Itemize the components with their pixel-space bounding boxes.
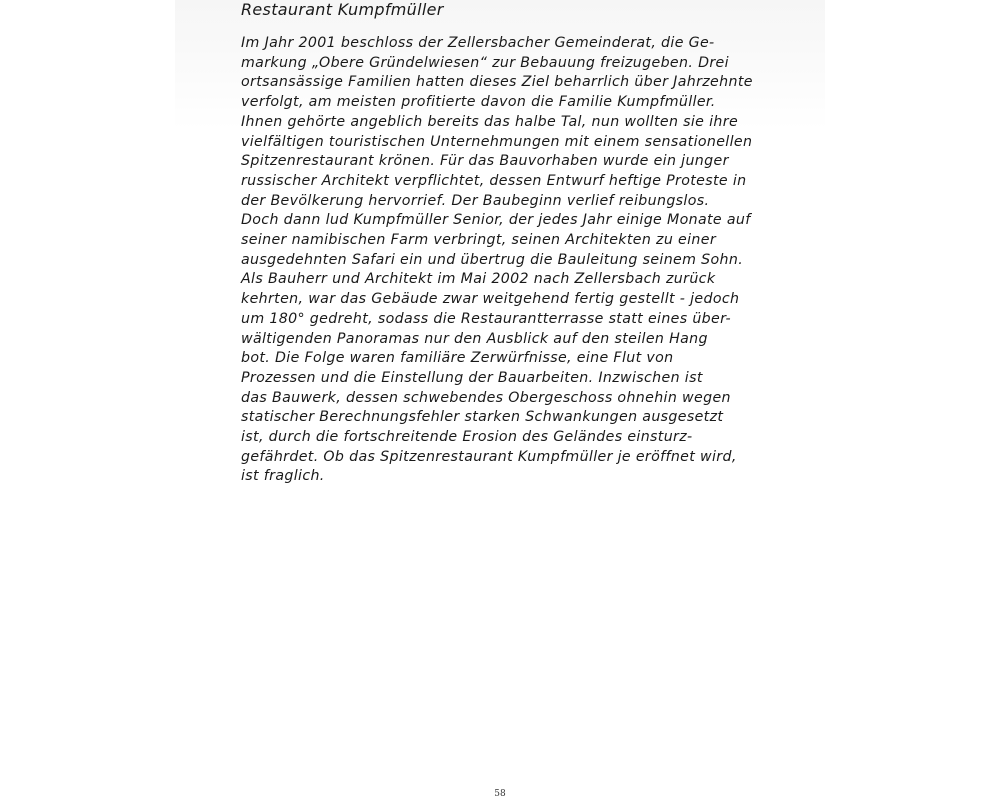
body-line: ist fraglich. [241,468,325,485]
body-line: der Bevölkerung hervorrief. Der Baubeginn verlief reibungslos. [241,192,710,209]
body-line: Prozessen und die Einstellung der Bauarbeiten. Inzwischen ist [241,369,703,386]
body-line: kehrten, war das Gebäude zwar weitgehend fertig gestellt - jedoch [241,291,740,308]
body-line: Doch dann lud Kumpfmüller Senior, der jedes Jahr einige Monate auf [241,212,751,229]
body-line: markung „Obere Gründelwiesen“ zur Bebauung freizugeben. Drei [241,54,729,71]
page-number: 58 [494,789,506,799]
body-line: um 180° gedreht, sodass die Restaurantterrasse statt eines über- [241,310,731,327]
body-line: ist, durch die fortschreitende Erosion des Geländes einsturz- [241,429,693,446]
body-line: ausgedehnten Safari ein und übertrug die Bauleitung seinem Sohn. [241,251,744,268]
body-line: statischer Berechnungsfehler starken Schwankungen ausgesetzt [241,409,724,426]
body-line: russischer Architekt verpflichtet, dessen Entwurf heftige Proteste in [241,172,747,189]
body-line: verfolgt, am meisten profitierte davon die Familie Kumpfmüller. [241,94,716,111]
body-line: gefährdet. Ob das Spitzenrestaurant Kumpfmüller je eröffnet wird, [241,448,737,465]
body-line: bot. Die Folge waren familiäre Zerwürfnisse, eine Flut von [241,350,674,367]
article-body [241,34,781,487]
article [241,0,781,487]
article-title: Restaurant Kumpfmüller [241,0,444,19]
body-line: Spitzenrestaurant krönen. Für das Bauvorhaben wurde ein junger [241,153,729,170]
body-line: vielfältigen touristischen Unternehmungen mit einem sensationellen [241,133,753,150]
body-line: wältigenden Panoramas nur den Ausblick auf den steilen Hang [241,330,708,347]
body-line: Im Jahr 2001 beschloss der Zellersbacher Gemeinderat, die Ge- [241,35,715,51]
body-line: Ihnen gehörte angeblich bereits das halbe Tal, nun wollten sie ihre [241,113,739,130]
body-line: Als Bauherr und Architekt im Mai 2002 nach Zellersbach zurück [241,271,716,288]
body-line: ortsansässige Familien hatten dieses Ziel beharrlich über Jahrzehnte [241,74,753,91]
body-line: das Bauwerk, dessen schwebendes Obergeschoss ohnehin wegen [241,389,731,406]
body-line: seiner namibischen Farm verbringt, seinen Architekten zu einer [241,232,716,249]
